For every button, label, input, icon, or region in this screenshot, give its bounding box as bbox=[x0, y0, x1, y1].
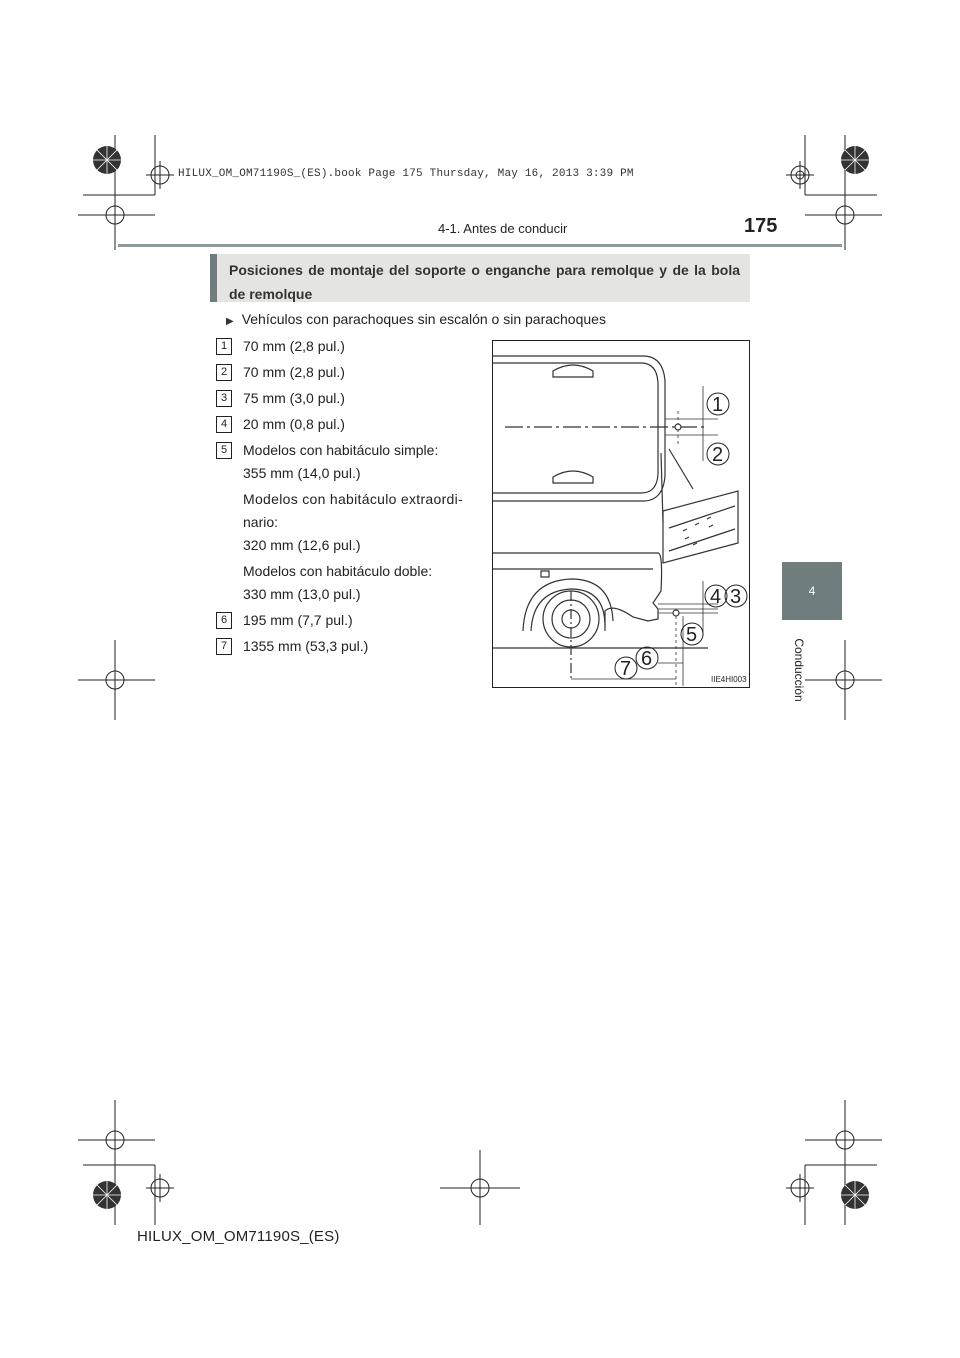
item-text: 70 mm (2,8 pul.) bbox=[243, 364, 345, 380]
list-item bbox=[216, 413, 476, 436]
list-item bbox=[216, 635, 476, 658]
item-text: nario: bbox=[243, 514, 279, 530]
item-text: 75 mm (3,0 pul.) bbox=[243, 390, 345, 406]
list-item bbox=[216, 361, 476, 384]
item-text: 20 mm (0,8 pul.) bbox=[243, 416, 345, 432]
callout-2: 2 bbox=[712, 444, 724, 466]
header-rule bbox=[118, 244, 842, 247]
item-number: 2 bbox=[216, 364, 232, 381]
item-text: 1355 mm (53,3 pul.) bbox=[243, 638, 369, 654]
footer-code: HILUX_OM_OM71190S_(ES) bbox=[137, 1228, 340, 1245]
callout-1: 1 bbox=[712, 394, 724, 416]
chapter-label: Conducción bbox=[792, 638, 806, 702]
item-number: 6 bbox=[216, 612, 232, 629]
list-item bbox=[216, 387, 476, 410]
item-text: 330 mm (13,0 pul.) bbox=[243, 586, 361, 602]
list-item bbox=[216, 335, 476, 358]
item-text: Modelos con habitáculo simple: bbox=[243, 442, 439, 458]
callout-6: 6 bbox=[641, 648, 653, 670]
callout-4: 4 bbox=[710, 586, 722, 608]
item-number: 5 bbox=[216, 442, 232, 459]
triangle-bullet-icon: ▶ bbox=[226, 316, 234, 327]
page-number: 175 bbox=[744, 215, 778, 237]
item-number: 7 bbox=[216, 638, 232, 655]
item-text: 355 mm (14,0 pul.) bbox=[243, 465, 361, 481]
item-number: 4 bbox=[216, 416, 232, 433]
item-text: 70 mm (2,8 pul.) bbox=[243, 338, 345, 354]
figure-code: IIE4HI003 bbox=[711, 675, 747, 684]
callout-7: 7 bbox=[620, 658, 632, 680]
section-heading-text: Posiciones de montaje del soporte o enganche para remolque y de la bola de remolque bbox=[229, 262, 740, 302]
list-item bbox=[216, 439, 476, 606]
section-heading bbox=[210, 254, 750, 302]
callout-5: 5 bbox=[686, 624, 698, 646]
bullet-text: Vehículos con parachoques sin escalón o sin parachoques bbox=[241, 311, 606, 327]
item-text: 320 mm (12,6 pul.) bbox=[243, 537, 361, 553]
item-text: Modelos con habitáculo doble: bbox=[243, 563, 433, 579]
callout-3: 3 bbox=[730, 586, 742, 608]
item-text: Modelos con habitáculo extraordi- bbox=[243, 491, 464, 507]
item-number: 3 bbox=[216, 390, 232, 407]
list-item bbox=[216, 609, 476, 632]
item-number: 1 bbox=[216, 338, 232, 355]
hitch-diagram bbox=[492, 340, 750, 688]
truck-illustration bbox=[493, 341, 749, 687]
bullet-item bbox=[226, 311, 606, 327]
measurement-list bbox=[216, 335, 476, 661]
section-title: 4-1. Antes de conducir bbox=[438, 221, 568, 236]
book-info-line: HILUX_OM_OM71190S_(ES).book Page 175 Thursday, May 16, 2013 3:39 PM bbox=[178, 168, 634, 180]
chapter-number: 4 bbox=[808, 584, 816, 598]
item-text: 195 mm (7,7 pul.) bbox=[243, 612, 353, 628]
